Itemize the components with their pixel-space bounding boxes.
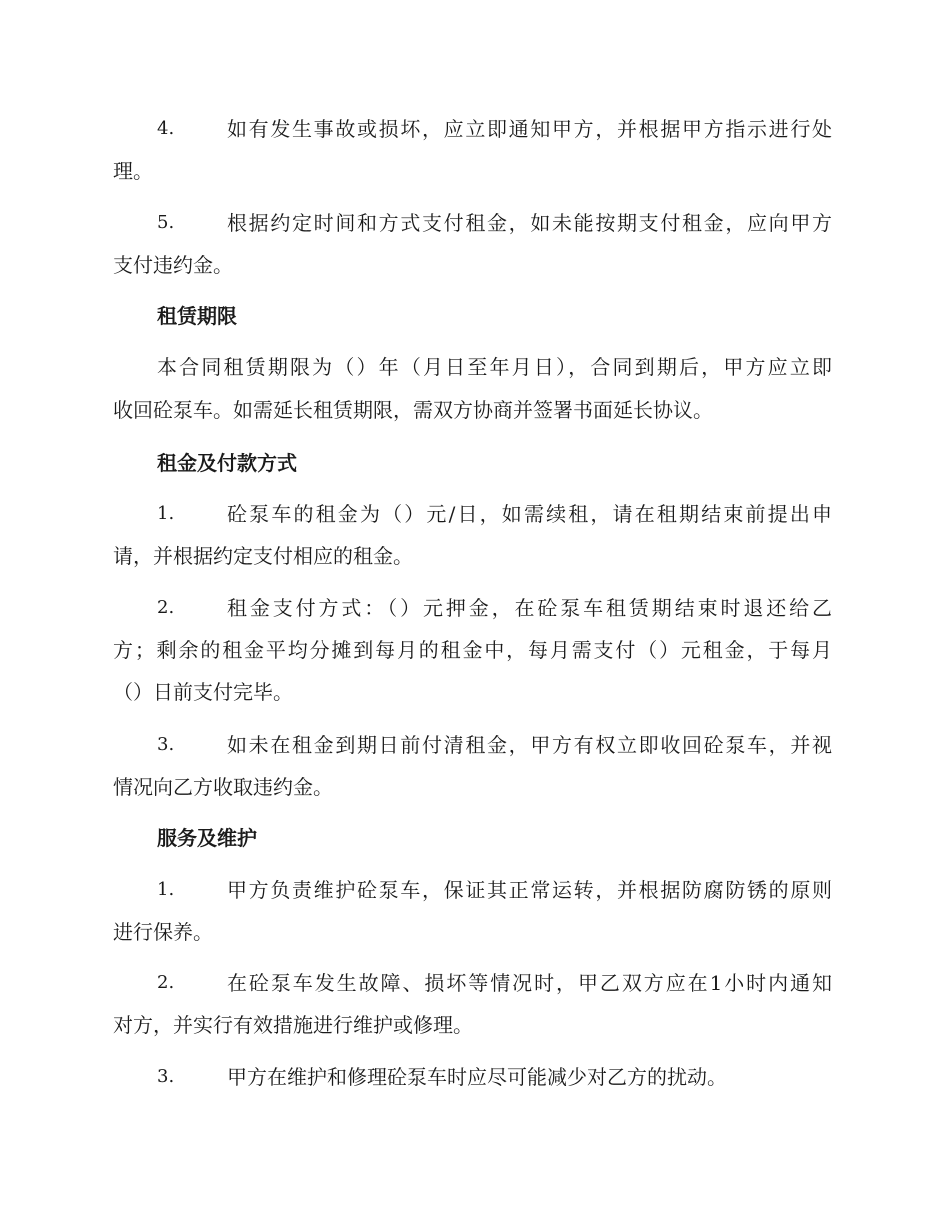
item-4-number: 4.	[157, 118, 175, 139]
lease-term-text-line-1: 本合同租赁期限为（）年（月日至年月日），合同到期后，甲方应立即	[157, 355, 832, 379]
rent-heading: 租金及付款方式	[157, 451, 297, 475]
rent-item-3-text-line-2: 情况向乙方收取违约金。	[113, 775, 333, 799]
service-item-1-text-line-1: 甲方负责维护砼泵车，保证其正常运转，并根据防腐防锈的原则	[227, 878, 832, 902]
lease-term-text-line-2: 收回砼泵车。如需延长租赁期限，需双方协商并签署书面延长协议。	[113, 398, 713, 422]
rent-item-1-number: 1.	[157, 503, 175, 524]
service-item-2-text-line-2: 对方，并实行有效措施进行维护或修理。	[113, 1013, 473, 1037]
item-5-text-line-1: 根据约定时间和方式支付租金，如未能按期支付租金，应向甲方	[227, 211, 832, 235]
rent-item-2-text-line-1: 租金支付方式：（）元押金，在砼泵车租赁期结束时退还给乙	[227, 596, 832, 620]
lease-term-heading: 租赁期限	[157, 304, 237, 328]
rent-item-1-text-line-1: 砼泵车的租金为（）元/日，如需续租，请在租期结束前提出申	[227, 502, 832, 526]
rent-item-2-number: 2.	[157, 597, 175, 618]
service-heading: 服务及维护	[157, 826, 257, 850]
item-4-text-line-1: 如有发生事故或损坏，应立即通知甲方，并根据甲方指示进行处	[227, 117, 832, 141]
rent-item-1-text-line-2: 请，并根据约定支付相应的租金。	[113, 544, 413, 568]
service-item-2-number: 2.	[157, 972, 175, 993]
rent-item-2-text-line-2: 方；剩余的租金平均分摊到每月的租金中，每月需支付（）元租金，于每月	[113, 638, 832, 662]
item-5-text-line-2: 支付违约金。	[113, 253, 233, 277]
service-item-1-text-line-2: 进行保养。	[113, 920, 213, 944]
item-5-number: 5.	[157, 212, 175, 233]
rent-item-2-text-line-3: （）日前支付完毕。	[113, 680, 293, 704]
service-item-1-number: 1.	[157, 879, 175, 900]
item-4-text-line-2: 理。	[113, 159, 153, 183]
service-item-3-number: 3.	[157, 1066, 175, 1087]
service-item-2-text-line-1: 在砼泵车发生故障、损坏等情况时，甲乙双方应在1小时内通知	[227, 971, 832, 995]
service-item-3-text-line-1: 甲方在维护和修理砼泵车时应尽可能减少对乙方的扰动。	[227, 1065, 727, 1089]
rent-item-3-text-line-1: 如未在租金到期日前付清租金，甲方有权立即收回砼泵车，并视	[227, 733, 832, 757]
rent-item-3-number: 3.	[157, 734, 175, 755]
